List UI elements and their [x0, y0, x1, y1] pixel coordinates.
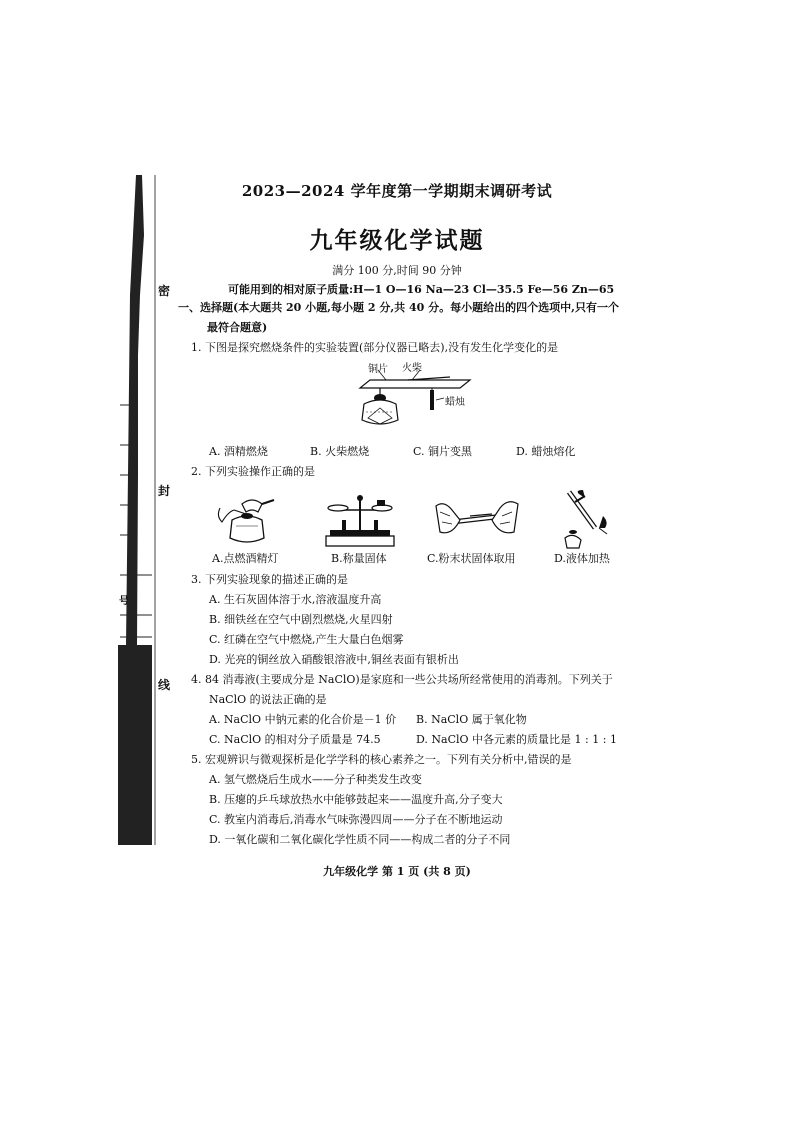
number-label: 号 [119, 596, 129, 607]
question-3-stem: 3. 下列实验现象的描述正确的是 [191, 573, 348, 586]
question-2-option-c[interactable]: C.粉末状固体取用 [427, 552, 516, 565]
exam-title: 2023—2024 学年度第一学期期末调研考试 [241, 182, 553, 200]
question-2-option-b[interactable]: B.称量固体 [331, 552, 387, 565]
question-2-stem: 2. 下列实验操作正确的是 [191, 465, 315, 478]
question-1-stem: 1. 下图是探究燃烧条件的实验装置(部分仪器已略去),没有发生化学变化的是 [191, 341, 559, 354]
question-2-option-a[interactable]: A.点燃酒精灯 [212, 552, 279, 565]
question-5-option-c[interactable]: C. 教室内消毒后,消毒水气味弥漫四周——分子在不断地运动 [209, 813, 503, 826]
score-time: 满分 100 分,时间 90 分钟 [332, 264, 462, 277]
question-3-option-d[interactable]: D. 光亮的铜丝放入硝酸银溶液中,铜丝表面有银析出 [209, 653, 459, 666]
section-heading: 一、选择题(本大题共 20 小题,每小题 2 分,共 40 分。每小题给出的四个选项中,只有一个 [178, 301, 619, 314]
question-4-option-a[interactable]: A. NaClO 中钠元素的化合价是－1 价 [209, 713, 397, 726]
seal-label-mi: 密 [158, 284, 171, 298]
question-1-option-a[interactable]: A. 酒精燃烧 [209, 445, 268, 458]
figure-label-copper: 铜片 [368, 364, 388, 375]
question-1-option-d[interactable]: D. 蜡烛熔化 [516, 445, 576, 458]
heating-liquid-illustration [555, 488, 615, 550]
question-5-stem: 5. 宏观辨识与微观探析是化学学科的核心素养之一。下列有关分析中,错误的是 [191, 753, 572, 766]
page-footer: 九年级化学 第 1 页 (共 8 页) [323, 865, 471, 878]
question-5-option-d[interactable]: D. 一氧化碳和二氧化碳化学性质不同——构成二者的分子不同 [209, 833, 511, 846]
question-2-option-d[interactable]: D.液体加热 [554, 552, 610, 565]
question-5-option-a[interactable]: A. 氢气燃烧后生成水——分子种类发生改变 [209, 773, 422, 786]
seal-label-xian: 线 [158, 678, 171, 692]
powder-solid-illustration [434, 492, 520, 548]
question-4-option-b[interactable]: B. NaClO 属于氧化物 [416, 713, 527, 726]
question-4-option-c[interactable]: C. NaClO 的相对分子质量是 74.5 [209, 733, 381, 746]
question-3-option-b[interactable]: B. 细铁丝在空气中剧烈燃烧,火星四射 [209, 613, 393, 626]
seal-label-feng: 封 [158, 484, 171, 498]
question-4-stem: 4. 84 消毒液(主要成分是 NaClO)是家庭和一些公共场所经常使用的消毒剂。下列关于 [191, 673, 613, 686]
question-3-option-a[interactable]: A. 生石灰固体溶于水,溶液温度升高 [209, 593, 382, 606]
atomic-masses: 可能用到的相对原子质量:H—1 O—16 Na—23 Cl—35.5 Fe—56 Zn—65 [228, 283, 615, 296]
question-4-option-d[interactable]: D. NaClO 中各元素的质量比是 1 : 1 : 1 [416, 733, 617, 746]
figure-label-candle: 蜡烛 [445, 397, 465, 408]
figure-label-match: 火柴 [402, 363, 422, 374]
section-heading-cont: 最符合题意) [207, 321, 268, 334]
subject-title: 九年级化学试题 [309, 227, 485, 254]
question-5-option-b[interactable]: B. 压瘪的乒乓球放热水中能够鼓起来——温度升高,分子变大 [209, 793, 503, 806]
balance-scale-illustration [322, 490, 398, 550]
question-4-stem-cont: NaClO 的说法正确的是 [209, 693, 327, 706]
question-1-option-b[interactable]: B. 火柴燃烧 [310, 445, 370, 458]
question-3-option-c[interactable]: C. 红磷在空气中燃烧,产生大量白色烟雾 [209, 633, 404, 646]
lighting-lamp-illustration [212, 490, 282, 550]
question-1-option-c[interactable]: C. 铜片变黑 [413, 445, 473, 458]
